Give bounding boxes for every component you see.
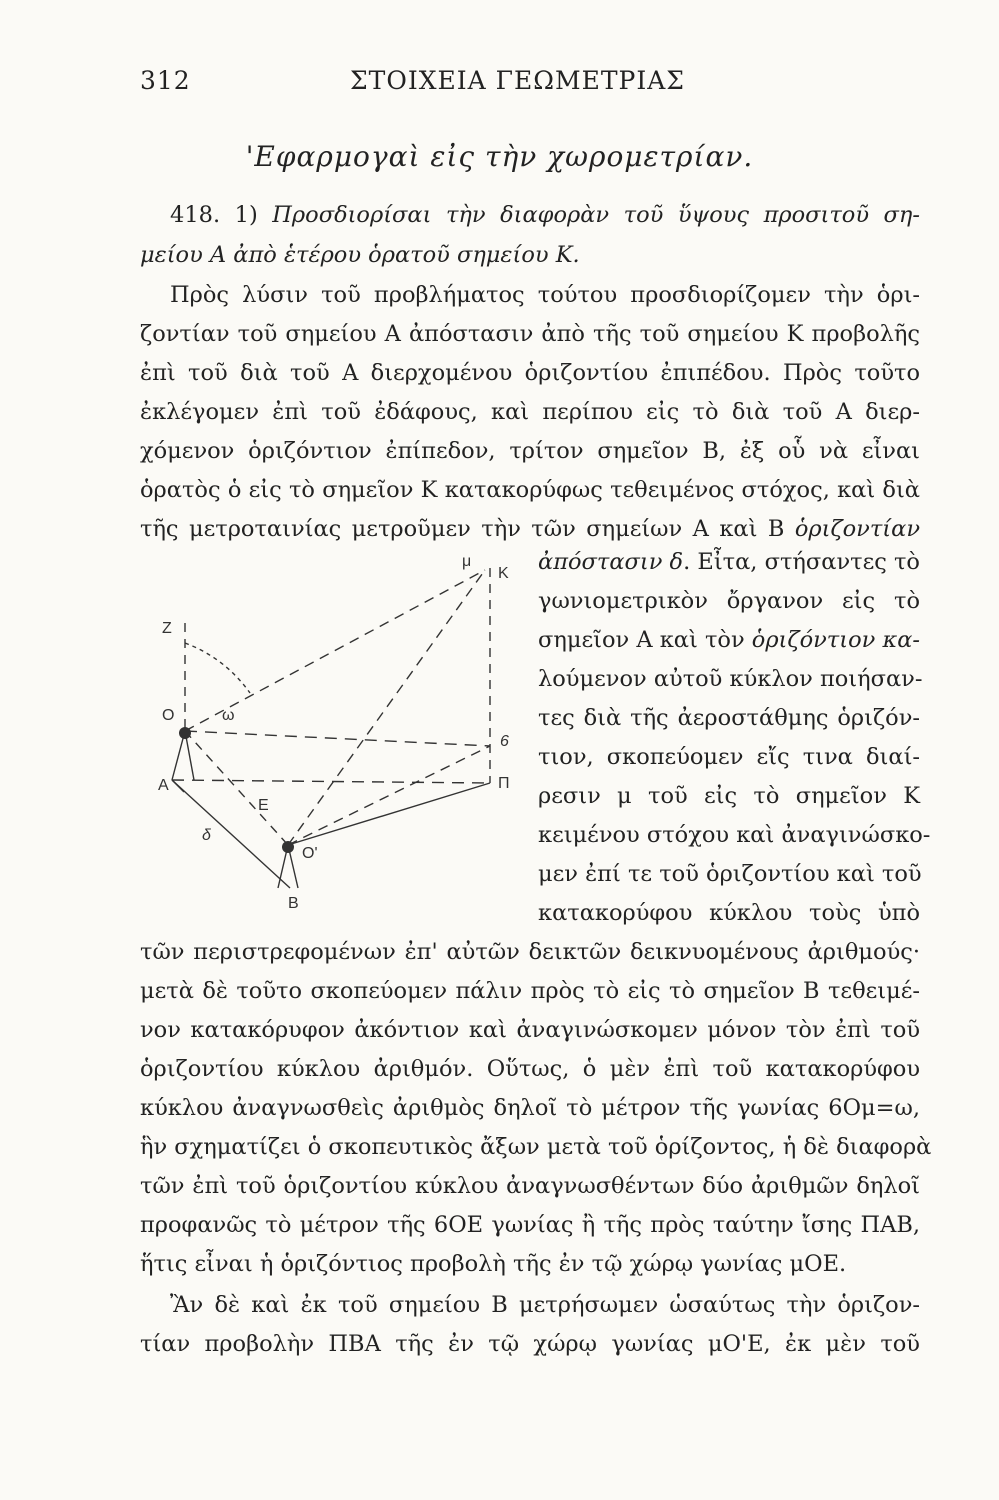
instrument-b	[282, 841, 294, 853]
problem-number: 418. 1)	[170, 202, 258, 228]
side-text: μεν ἐπί τε τοῦ ὁριζοντίου καὶ τοῦ	[538, 861, 922, 887]
problem-statement-line-2: μείου Α ἀπὸ ἑτέρου ὁρατοῦ σημείου Κ.	[140, 242, 580, 268]
section-title: 'Εφαρμογαὶ εἰς τὴν χωρομετρίαν.	[245, 140, 754, 173]
label-six: 6	[500, 733, 509, 750]
body-line: ἥτις εἶναι ἡ ὁριζόντιος προβολὴ τῆς ἐν τῷ χώρῳ γωνίας μΟΕ.	[140, 1251, 847, 1277]
body-line: τῶν περιστρεφομένων ἐπ' αὐτῶν δεικτῶν δεικνυομένους ἀριθμούς·	[140, 939, 920, 965]
problem-statement-text-1: Προσδιορίσαι τὴν διαφορὰν τοῦ ὕψους προσιτοῦ ση-	[257, 202, 920, 228]
side-line	[538, 701, 920, 736]
side-text: κειμένου στόχου καὶ ἀναγινώσκο-	[538, 822, 931, 848]
label-o: O	[162, 707, 175, 724]
body-line: κύκλου ἀναγνωσθεὶς ἀριθμὸς δηλοῖ τὸ μέτρον τῆς γωνίας 6Ομ=ω,	[140, 1095, 920, 1121]
line-o-o-prime	[185, 731, 288, 845]
body-line: Πρὸς λύσιν τοῦ προβλήματος τούτου προσδιορίζομεν τὴν ὁρι-	[170, 282, 920, 308]
side-text: σημεῖον Α καὶ τὸν	[538, 627, 752, 653]
side-line	[538, 623, 920, 658]
side-text: τιον, σκοπεύομεν εἴς τινα διαί-	[538, 744, 920, 770]
label-k: K	[498, 565, 509, 582]
body-line: τῶν ἐπὶ τοῦ ὁριζοντίου κύκλου ἀναγνωσθέντων δύο ἀριθμῶν δηλοῖ	[140, 1173, 920, 1199]
side-line	[538, 545, 920, 580]
body-line: ἣν σχηματίζει ὁ σκοπευτικὸς ἄξων μετὰ τοῦ ὁρίζοντος, ἡ δὲ διαφορὰ	[140, 1134, 932, 1160]
label-delta: δ	[202, 827, 211, 844]
running-head: ΣΤΟΙΧΕΙΑ ΓΕΩΜΕΤΡΙΑΣ	[350, 66, 685, 95]
body-line: ἐπὶ τοῦ διὰ τοῦ Α διερχομένου ὁριζοντίου ἐπιπέδου. Πρὸς τοῦτο	[140, 360, 920, 386]
line-o-prime-six	[288, 746, 490, 845]
label-o-prime: O'	[302, 845, 318, 862]
body-line: προφανῶς τὸ μέτρον τῆς 6ΟΕ γωνίας ἢ τῆς πρὸς ταύτην ἴσης ΠΑΒ,	[140, 1212, 920, 1238]
side-line	[538, 740, 920, 775]
body-line-with-italic	[140, 512, 920, 547]
line-a-pi	[172, 780, 490, 783]
label-e: E	[258, 797, 269, 814]
body-line: ζοντίαν τοῦ σημείου Α ἀπόστασιν ἀπὸ τῆς τοῦ σημείου Κ προβολῆς	[140, 321, 920, 347]
side-line	[538, 896, 920, 931]
surveying-figure	[150, 548, 520, 918]
line-o-prime-mu	[288, 570, 485, 845]
body-line: μετὰ δὲ τοῦτο σκοπεύομεν πάλιν πρὸς τὸ εἰς τὸ σημεῖον Β τεθειμέ-	[140, 978, 920, 1004]
body-line: νον κατακόρυφον ἀκόντιον καὶ ἀναγινώσκομεν μόνον τὸν ἐπὶ τοῦ	[140, 1017, 920, 1043]
side-line	[538, 584, 920, 619]
body-line: ὁρατὸς ὁ εἰς τὸ σημεῖον Κ κατακορύφως τεθειμένος στόχος, καὶ διὰ	[140, 477, 920, 503]
label-z: Z	[162, 620, 172, 637]
side-text: ρεσιν μ τοῦ εἰς τὸ σημεῖον Κ	[538, 783, 920, 809]
side-line	[538, 857, 920, 892]
side-line	[538, 818, 931, 853]
angle-arc-omega	[185, 643, 250, 693]
side-line	[538, 662, 923, 697]
body-text: τῆς μετροταινίας μετροῦμεν τὴν τῶν σημείων Α καὶ Β	[140, 516, 795, 542]
body-italic-term: ὁριζοντίαν	[794, 516, 920, 542]
body-line: Ἂν δὲ καὶ ἐκ τοῦ σημείου Β μετρήσωμεν ὡσαύτως τὴν ὁριζον-	[170, 1292, 920, 1318]
side-text: γωνιομετρικὸν ὄργανον εἰς τὸ	[538, 588, 920, 614]
body-line: χόμενον ὁριζόντιον ἐπίπεδον, τρίτον σημεῖον Β, ἐξ οὗ νὰ εἶναι	[140, 438, 920, 464]
side-italic: ὁριζόντιον κα-	[751, 627, 920, 653]
body-line: τίαν προβολὴν ΠΒΑ τῆς ἐν τῷ χώρῳ γωνίας μΟ'Ε, ἐκ μὲν τοῦ	[140, 1331, 920, 1357]
line-a-b-delta	[172, 780, 290, 888]
side-text: κατακορύφου κύκλου τοὺς ὑπὸ	[538, 900, 920, 926]
horizontal-o-six	[185, 731, 490, 746]
side-text: λούμενον αὐτοῦ κύκλον ποιήσαν-	[538, 666, 923, 692]
problem-statement-line-1	[170, 198, 920, 233]
line-o-prime-pi	[288, 783, 490, 845]
side-italic: ἀπόστασιν δ	[538, 549, 684, 575]
label-omega: ω	[222, 707, 235, 724]
side-text: τες διὰ τῆς ἀεροστάθμης ὁριζόν-	[538, 705, 920, 731]
arrow-a-head	[172, 780, 184, 792]
page-number: 312	[140, 66, 191, 95]
label-b: B	[288, 895, 299, 912]
label-a: A	[158, 777, 169, 794]
body-line: ὁριζοντίου κύκλου ἀριθμόν. Οὕτως, ὁ μὲν ἐπὶ τοῦ κατακορύφου	[140, 1056, 920, 1082]
label-pi: Π	[498, 775, 510, 792]
body-line: ἐκλέγομεν ἐπὶ τοῦ ἐδάφους, καὶ περίπου εἰς τὸ διὰ τοῦ Α διερ-	[140, 399, 920, 425]
side-line	[538, 779, 920, 814]
label-mu: μ	[462, 553, 472, 570]
side-text: . Εἶτα, στήσαντες τὸ	[683, 549, 920, 575]
instrument-a	[179, 727, 191, 739]
